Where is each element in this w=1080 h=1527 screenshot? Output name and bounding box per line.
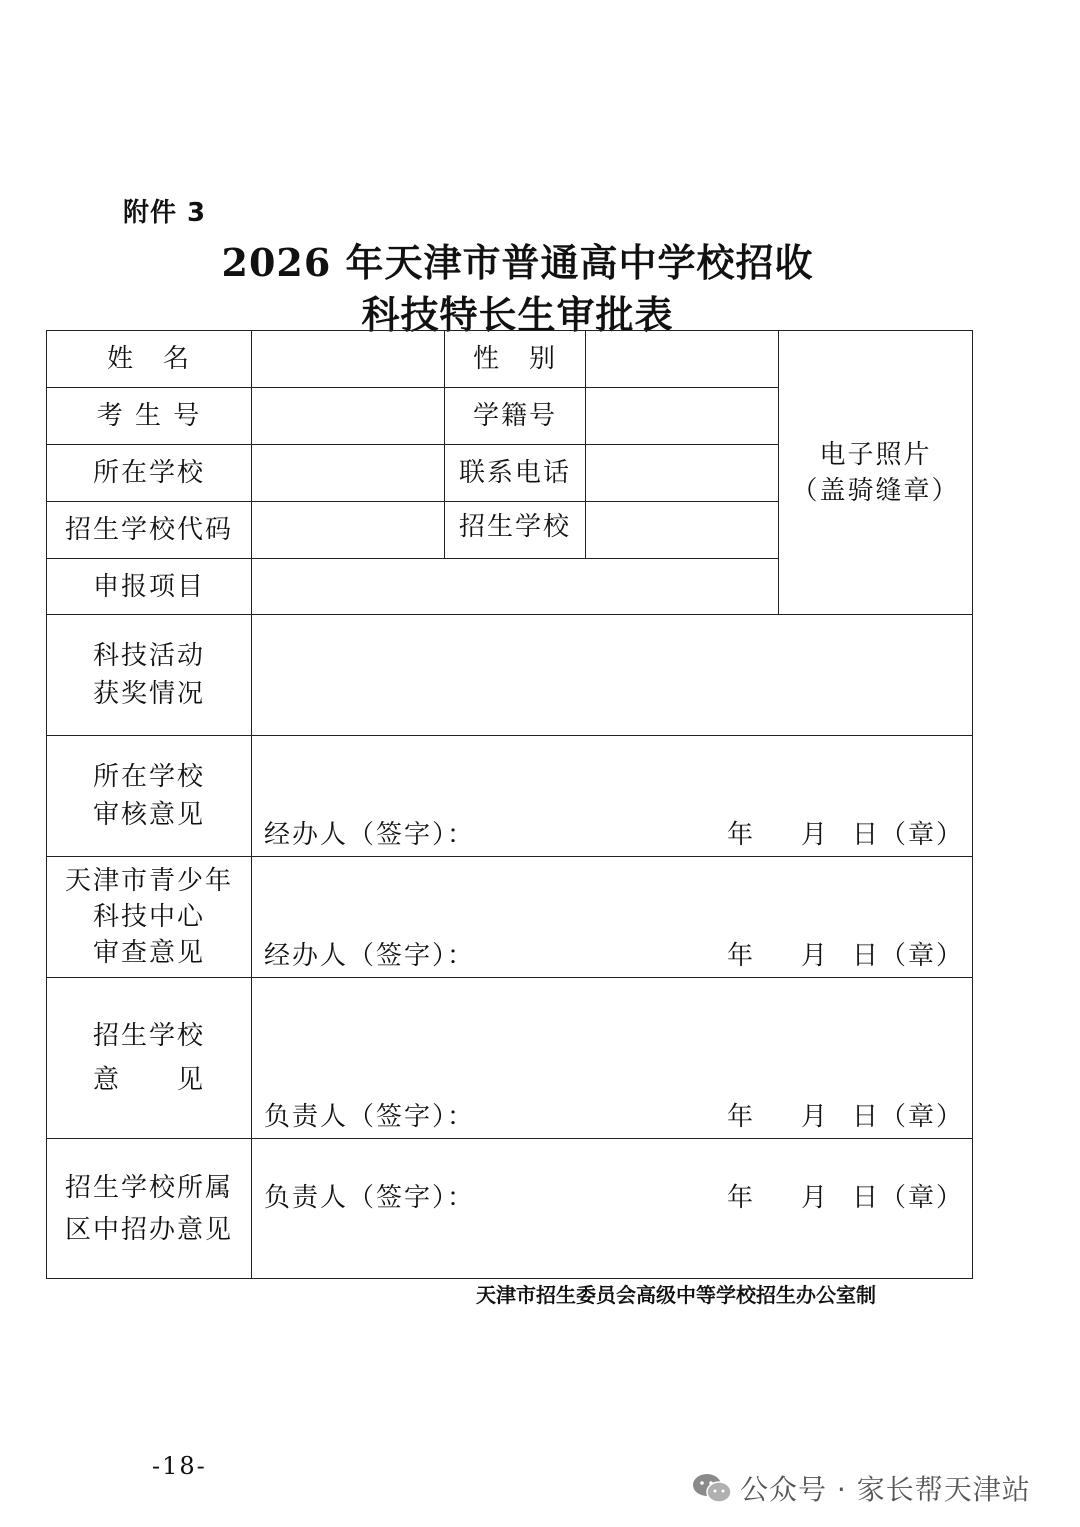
field-student-id[interactable] (586, 388, 779, 445)
label-district-line-1: 招生学校所属 (64, 1172, 233, 1203)
day-stamp-label: 日（章） (851, 1102, 964, 1132)
field-enroll-school[interactable] (586, 502, 779, 559)
field-enroll-school-code[interactable] (252, 502, 445, 559)
date-stamp-line (704, 1100, 964, 1134)
field-gender[interactable] (586, 331, 779, 388)
year-label: 年 (726, 820, 755, 850)
field-current-school[interactable] (252, 445, 445, 502)
label-district-opinion (47, 1139, 252, 1279)
field-exam-number[interactable] (252, 388, 445, 445)
date-stamp-line (704, 1181, 964, 1215)
label-name: 姓 名 (47, 331, 252, 388)
field-project[interactable] (252, 559, 779, 615)
field-awards[interactable] (252, 615, 973, 736)
label-school-review (47, 736, 252, 857)
year-label: 年 (726, 1183, 755, 1213)
label-awards-line-2: 获奖情况 (92, 679, 205, 709)
responsible-signature-label: 负责人（签字）： (264, 1102, 476, 1132)
month-label: 月 (800, 941, 829, 971)
year-label: 年 (726, 941, 755, 971)
page-number: -18- (152, 1452, 207, 1480)
approval-form-table (46, 330, 973, 1279)
label-phone: 联系电话 (445, 445, 586, 502)
day-stamp-label: 日（章） (851, 1183, 964, 1213)
label-youth-line-1: 天津市青少年 (64, 866, 233, 896)
month-label: 月 (800, 820, 829, 850)
day-stamp-label: 日（章） (851, 941, 964, 971)
attachment-label: 附件 3 (123, 198, 207, 228)
label-enroll-opinion-line-2: 意 见 (92, 1065, 205, 1095)
label-project: 申报项目 (47, 559, 252, 615)
wechat-icon (692, 1472, 732, 1504)
field-school-review[interactable] (252, 736, 973, 857)
label-enroll-school: 招生学校 (445, 502, 586, 559)
field-enroll-school-opinion[interactable] (252, 978, 973, 1139)
label-awards (47, 615, 252, 736)
month-label: 月 (800, 1183, 829, 1213)
photo-label-line-1: 电子照片 (819, 439, 932, 470)
label-youth-line-3: 审查意见 (92, 938, 205, 968)
day-stamp-label: 日（章） (851, 820, 964, 850)
field-name[interactable] (252, 331, 445, 388)
photo-label-line-2: （盖骑缝章） (791, 475, 960, 506)
handler-signature-label: 经办人（签字）： (264, 941, 476, 971)
label-school-review-line-2: 审核意见 (92, 800, 205, 830)
label-enroll-school-opinion (47, 978, 252, 1139)
form-title-line-2: 科技特长生审批表 (361, 292, 674, 337)
label-enroll-school-code: 招生学校代码 (47, 502, 252, 559)
handler-signature-label: 经办人（签字）： (264, 820, 476, 850)
label-awards-line-1: 科技活动 (92, 641, 205, 671)
date-stamp-line (704, 818, 964, 852)
label-gender: 性 别 (445, 331, 586, 388)
field-district-opinion[interactable] (252, 1139, 973, 1279)
label-exam-number: 考 生 号 (47, 388, 252, 445)
label-school-review-line-1: 所在学校 (92, 762, 205, 792)
field-youth-center-review[interactable] (252, 857, 973, 978)
month-label: 月 (800, 1102, 829, 1132)
date-stamp-line (704, 939, 964, 973)
issuer-footer: 天津市招生委员会高级中等学校招生办公室制 (476, 1283, 876, 1307)
label-enroll-opinion-line-1: 招生学校 (92, 1021, 205, 1051)
year-label: 年 (726, 1102, 755, 1132)
label-district-line-2: 区中招办意见 (64, 1214, 233, 1245)
label-student-id: 学籍号 (445, 388, 586, 445)
watermark-text: 公众号 · 家长帮天津站 (740, 1473, 1031, 1506)
photo-cell[interactable] (779, 331, 973, 615)
wechat-watermark (692, 1468, 1031, 1508)
responsible-signature-label: 负责人（签字）： (264, 1183, 476, 1213)
field-phone[interactable] (586, 445, 779, 502)
label-youth-center-review (47, 857, 252, 978)
label-current-school: 所在学校 (47, 445, 252, 502)
label-youth-line-2: 科技中心 (92, 902, 205, 932)
form-title-line-1: 2026 年天津市普通高中学校招收 (221, 240, 814, 285)
